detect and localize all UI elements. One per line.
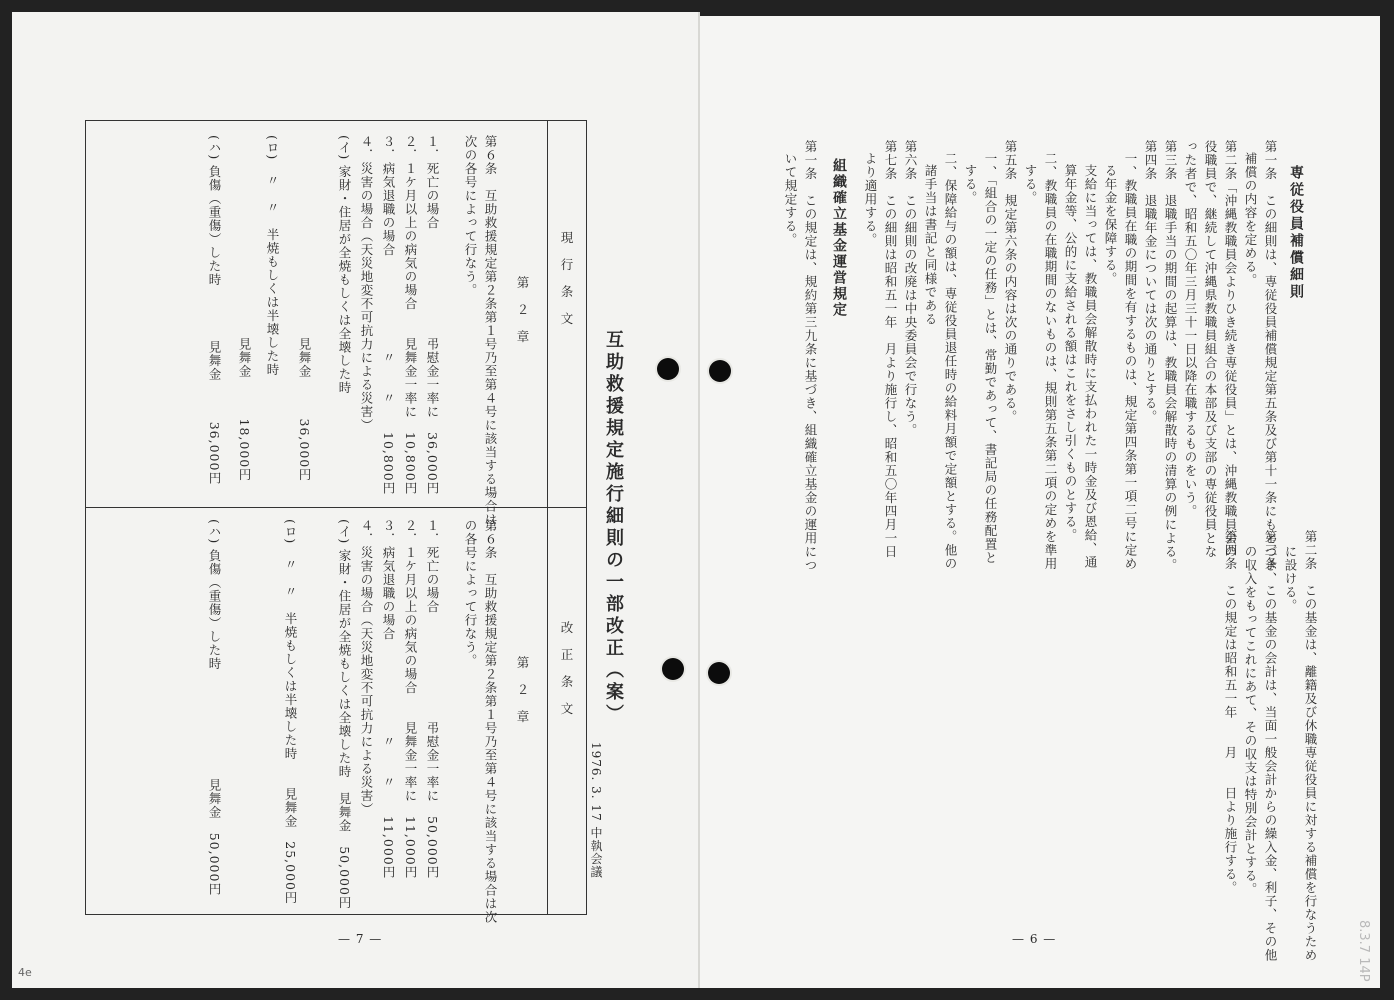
binder-hole-icon [708,662,730,684]
section1-line: 支給に当っては、教職員会解散時に支払われた一時金及び恩給、通 [1083,164,1098,569]
section1-line: 二、保障給与の額は、専従役員退任時の給料月額で定額とする。他の [943,152,958,571]
section1-line: 二、教職員の在職期間のないものは、規則第五条第二項の定めを準用 [1043,152,1058,571]
current-chapter: 第 ２ 章 [515,276,530,344]
current-line: 次の各号によって行なう。 [463,135,478,297]
current-line: ４．災害の場合（天災地変不可抗力による災害） [359,135,374,432]
section2-line: 第三条 この基金の会計は、当面一般会計からの繰入金、利子、その他 [1263,530,1278,962]
current-header: 現 行 条 文 [559,231,574,326]
table-divider [86,507,586,508]
amended-line: ３．病気退職の場合 〃 〃 11,000円 [381,519,396,880]
section1-line: 第一条 この細則は、専従役員補償規定第五条及び第十一条にもとづき、 [1263,140,1278,586]
section1-line: 補償の内容を定める。 [1243,152,1258,287]
section1-line: 第二条「沖縄教職員会よりひき続き専従役員」とは、沖縄教職員会の [1223,140,1238,559]
section2-line: いて規定する。 [783,152,798,247]
section1-line: する。 [963,164,978,205]
amended-line: 第６条 互助救援規定第２条第１号乃至第４号に該当する場合は次 [483,519,498,924]
corner-note: 4e [18,966,32,979]
amended-line: (イ) 家財・住居が全焼もしくは全壊した時 見舞金 50,000円 [337,519,352,910]
table-header-divider [547,121,548,914]
current-line: １．死亡の場合 弔慰金一率に 36,000円 [425,135,440,496]
page-fold [698,12,700,988]
doc-title: 互助救援規定施行細則の一部改正（案） [603,330,624,726]
section1-line: 一、「組合の一定の任務」とは、常勤であって、書記局の任務配置と [983,152,998,565]
current-line: (ハ) 負傷（重傷）した時 見舞金 36,000円 [207,135,222,485]
section1-line: 第六条 この細則の改廃は中央委員会で行なう。 [903,140,918,437]
section1-line: 諸手当は書記と同様である [923,164,938,326]
section1-line: った者で、昭和五〇年三月三十一日以降在職するものをいう。 [1183,140,1198,518]
current-line: ３．病気退職の場合 〃 〃 10,800円 [381,135,396,496]
page-number-left: — 7 — [338,932,383,946]
section1-line: 一、教職員在職の期間を有するものは、規定第四条第一項二号に定め [1123,152,1138,571]
amended-line: ２．１ケ月以上の病気の場合 見舞金一率に 11,000円 [403,519,418,880]
section1-line: より適用する。 [863,152,878,247]
current-line: 見舞金 36,000円 [297,135,312,482]
amended-line: ４．災害の場合（天災地変不可抗力による災害） [359,519,374,816]
section2-line: の収入をもってこれにあて、その収支は特別会計とする。 [1243,545,1258,896]
section1-line: 第七条 この細則は昭和五一年 月より施行し、昭和五〇年四月一日 [883,140,898,559]
pencil-note: 8.3.7 14P [1356,920,1371,982]
amended-header: 改 正 条 文 [559,621,574,716]
section1-line: 第三条 退職手当の期間の起算は、教職員会解散時の清算の例による。 [1163,140,1178,572]
binder-hole-icon [657,358,679,380]
date-note: 1976. 3. 17 中執会議 [589,742,603,879]
section2-line: 第四条 この規定は昭和五一年 月 日より施行する。 [1223,530,1238,895]
current-line: 見舞金 18,000円 [237,135,252,482]
section1-line: する。 [1023,164,1038,205]
section2-title: 組織確立基金運営規定 [831,158,847,318]
amendment-table [85,120,587,924]
binder-hole-icon [709,360,731,382]
amended-line: １．死亡の場合 弔慰金一率に 50,000円 [425,519,440,880]
section1-title: 専従役員補償細則 [1288,165,1304,301]
section2-line: 第二条 この基金は、離籍及び休職専従役員に対する補償を行なうため [1303,530,1318,962]
current-line: 第６条 互助救援規定第２条第１号乃至第４号に該当する場合は [483,135,498,527]
section1-line: 第五条 規定第六条の内容は次の通りである。 [1003,140,1018,424]
current-line: (ロ) 〃 〃 半焼もしくは半壊した時 [265,135,280,377]
section1-line: 算年金等、公的に支給される額はこれをさし引くものとする。 [1063,164,1078,542]
amended-chapter: 第 ２ 章 [515,656,530,724]
amended-line: (ハ) 負傷（重傷）した時 見舞金 50,000円 [207,519,222,896]
current-line: (イ) 家財・住居が全焼もしくは全壊した時 [337,135,352,395]
section1-line: る年金を保障する。 [1103,164,1118,286]
section1-line: 役職員で、継続して沖縄県教職員組合の本部及び支部の専従役員とな [1203,140,1218,559]
current-line: ２．１ケ月以上の病気の場合 見舞金一率に 10,800円 [403,135,418,496]
binder-hole-icon [662,658,684,680]
section2-line: 第一条 この規定は、規約第三九条に基づき、組織確立基金の運用につ [803,140,818,572]
section2-line: に設ける。 [1283,545,1298,613]
amended-line: の各号によって行なう。 [463,519,478,668]
section1-line: 第四条 退職年金については次の通りとする。 [1143,140,1158,424]
page-number-right: — 6 — [1012,932,1057,946]
amended-line: (ロ) 〃 〃 半焼もしくは半壊した時 見舞金 25,000円 [283,519,298,905]
